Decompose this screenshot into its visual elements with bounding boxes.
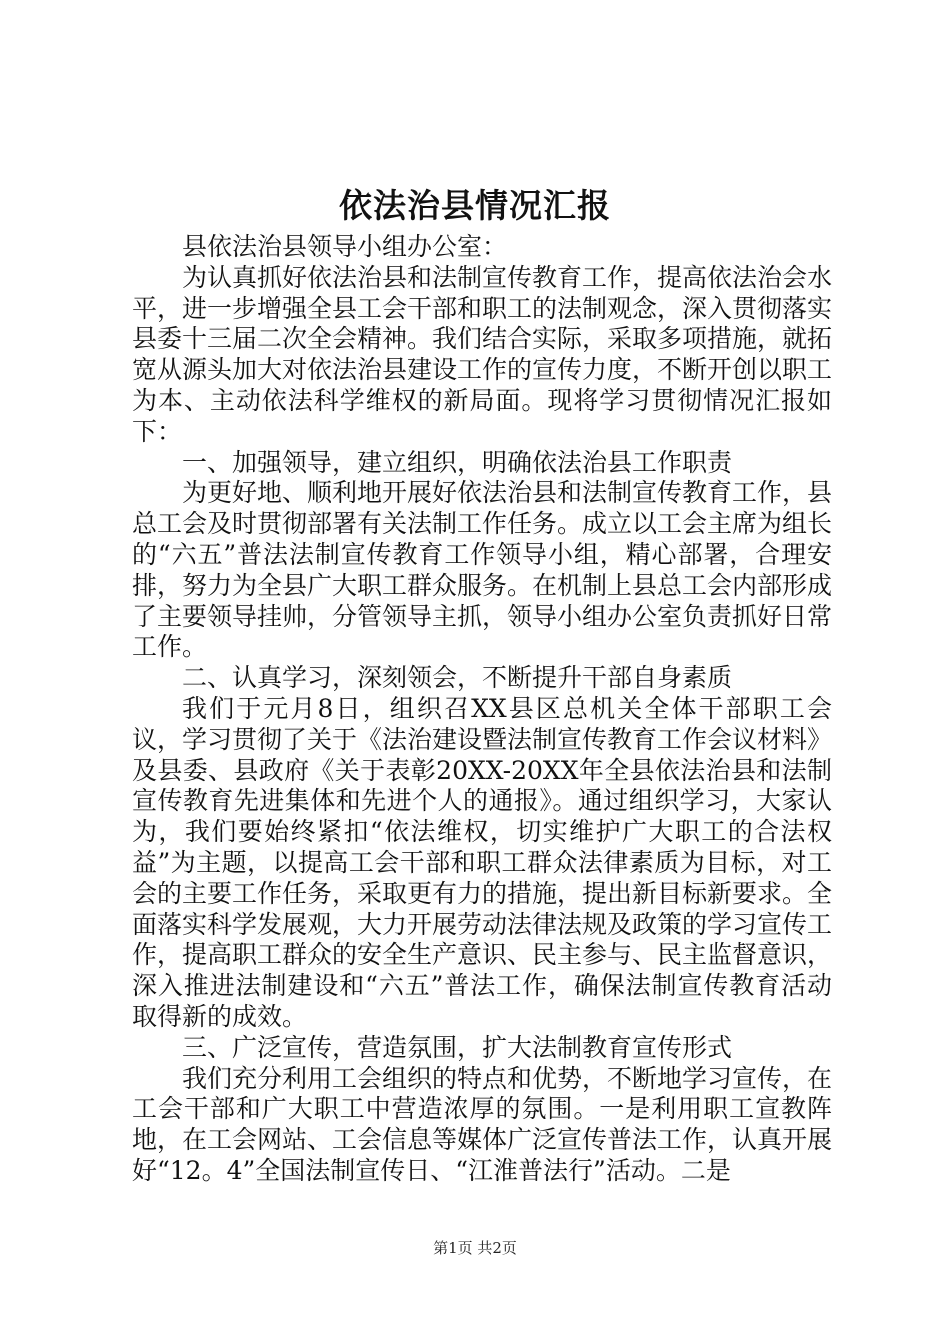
section-heading-3: 三、广泛宣传，营造氛围，扩大法制教育宣传形式 [182,1032,733,1062]
document-title: 依法治县情况汇报 [339,186,611,225]
intro-paragraph: 为认真抓好依法治县和法制宣传教育工作，提高依法治会水平，进一步增强全县工会干部和职工的法制观念，深入贯彻落实县委十三届二次全会精神。我们结合实际，采取多项措施，就拓宽从源头加大对依法治县建设工作的宣传力度，不断开创以职工为本、主动依法科学维权的新局面。现将学习贯彻情况汇报如下： [132,262,833,446]
section-heading-2: 二、认真学习，深刻领会，不断提升干部自身素质 [182,663,733,693]
salutation: 县依法治县领导小组办公室： [182,232,508,261]
section-paragraph-3: 我们充分利用工会组织的特点和优势，不断地学习宣传，在工会干部和广大职工中营造浓厚的氛围。一是利用职工宣教阵地，在工会网站、工会信息等媒体广泛宣传普法工作，认真开展好“12。4”全国法制宣传日、“江淮普法行”活动。二是 [132,1063,833,1185]
section-heading-1: 一、加强领导，建立组织，明确依法治县工作职责 [182,447,733,477]
document-body [132,232,832,1187]
section-paragraph-2: 我们于元月8日，组织召XX县区总机关全体干部职工会议，学习贯彻了关于《法治建设暨法制宣传教育工作会议材料》及县委、县政府《关于表彰20XX-20XX年全县依法治县和法制宣传教育先进集体和先进个人的通报》。通过组织学习，大家认为，我们要始终紧扣“依法维权，切实维护广大职工的合法权益”为主题，以提高工会干部和职工群众法律素质为目标，对工会的主要工作任务，采取更有力的措施，提出新目标新要求。全面落实科学发展观，大力开展劳动法律法规及政策的学习宣传工作，提高职工群众的安全生产意识、民主参与、民主监督意识，深入推进法制建设和“六五”普法工作，确保法制宣传教育活动取得新的成效。 [132,693,833,1031]
section-paragraph-1: 为更好地、顺利地开展好依法治县和法制宣传教育工作，县总工会及时贯彻部署有关法制工作任务。成立以工会主席为组长的“六五”普法法制宣传教育工作领导小组，精心部署，合理安排，努力为全县广大职工群众服务。在机制上县总工会内部形成了主要领导挂帅，分管领导主抓，领导小组办公室负责抓好日常工作。 [132,478,833,662]
page-number-footer: 第1页 共2页 [433,1239,517,1257]
